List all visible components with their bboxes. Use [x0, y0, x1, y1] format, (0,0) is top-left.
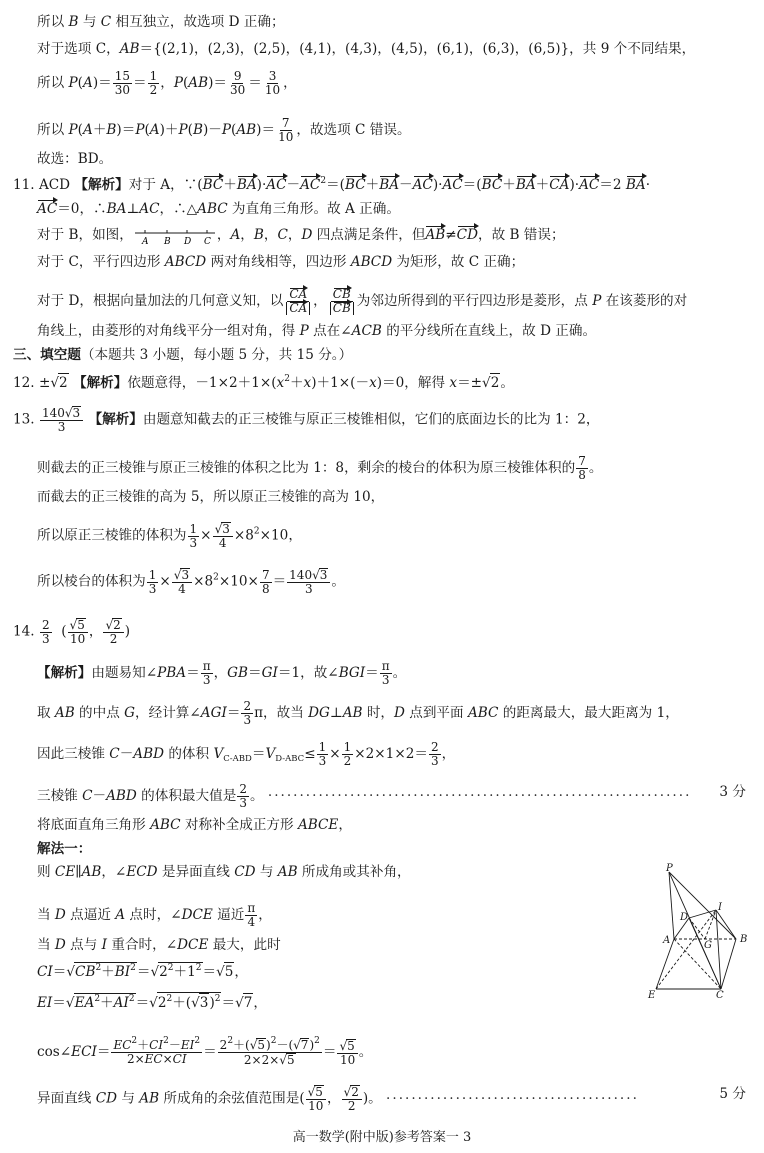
- svg-text:D: D: [183, 236, 192, 245]
- q14-line-k: $CI=√CB^2+BI^2=√2^2+1^2=√5$，: [37, 963, 249, 980]
- q11-line-d: 对于 C，平行四边形 ABCD 两对角线相等，四边形 ABCD 为矩形，故 C 正确；: [37, 254, 525, 270]
- q14-line-c: 取 AB 的中点 G，经计算∠AGI＝ $\frac{2}{3}$ π，故当 DG⊥AB 时，D 点到平面 ABC 的距离最大，最大距离为 1，: [37, 699, 679, 727]
- label-e: E: [648, 990, 656, 1001]
- label-i: I: [718, 902, 722, 913]
- method-one-heading: 解法一：: [37, 841, 92, 857]
- line-option-c-set: 对于选项 C，AB＝{(2,1)，(2,3)，(2,5)，(4,1)，(4,3)，(4,5)，(6,1)，(6,3)，(6,5)}，共 9 个不同结果，: [37, 41, 696, 57]
- edge-pb: [669, 872, 736, 939]
- score-5: 5 分: [719, 1086, 746, 1102]
- label-b: B: [740, 934, 748, 945]
- label-g: G: [704, 940, 712, 951]
- label-c: C: [716, 990, 724, 1001]
- edge-di: [689, 910, 716, 918]
- line-probabilities: 所以 P(A)＝ $\frac{15}{30}$ ＝ $\frac{1}{2}$ ，P(AB)＝ $\frac{9}{30}$ ＝ $\frac{3}{10}$ ，: [37, 69, 297, 97]
- edge-ea: [656, 939, 674, 989]
- q11-line-e: 对于 D，根据向量加法的几何意义知，以 $\frac{CA}{CA}$ ， $\frac{CB}{CB}$ 为邻边所得到的平行四边形是菱形，点 P 在该菱形的对: [37, 287, 688, 315]
- q13-line-a: 13. $\frac{140√3}{3}$ 【解析】由题意知截去的正三棱锥与原正三棱锥相似，它们的底面边长的比为 1：2，: [13, 406, 600, 434]
- edge-cb: [721, 939, 736, 989]
- score-3: 3 分: [719, 784, 746, 800]
- edge-dc: [689, 918, 721, 989]
- label-a: A: [663, 935, 671, 946]
- q11-line-c: 对于 B，如图， A B D C ，A，B，C，D 四点满足条件，但AB≠CD，故 B 错误；: [37, 227, 565, 245]
- q14-line-d: 因此三棱锥 C－ABD 的体积 $V_{C-ABD}=V_{D-ABC}\le$ $\frac{1}{3}$ × $\frac{1}{2}$ ×2×1×2＝ $\frac{2}{3}$ ，: [37, 740, 456, 768]
- edge-gi-dashed: [705, 910, 716, 939]
- page-footer: 高一数学(附中版)参考答案一 3: [292, 1130, 472, 1145]
- q14-line-i: 当 D 点逼近 A 点时，∠DCE 逼近 $\frac{\pi}{4}$ ，: [37, 901, 272, 929]
- q13-line-d: 所以原正三棱锥的体积为 $\frac{1}{3}$ × $\frac{√3}{4}$ $\times 8^2\times 10$，: [37, 521, 302, 550]
- q14-line-l: $EI=√EA^2+AI^2=√2^2+(√3)^2=√7$，: [37, 994, 267, 1011]
- q14-line-j: 当 D 点与 I 重合时，∠DCE 最大，此时: [37, 937, 281, 953]
- q13-line-e: 所以棱台的体积为 $\frac{1}{3}$ × $\frac{√3}{4}$ $\times 8^2\times 10\times$ $\frac{7}{8}$ ＝ $\frac{140√3}{3}$ 。: [37, 567, 345, 596]
- svg-text:B: B: [163, 236, 171, 245]
- svg-text:C: C: [203, 236, 211, 245]
- q11-line-a: 11. ACD 【解析】对于 A，$\because(BC+BA)\cdot AC-AC^2=(BC+BA-AC)\cdot AC=(BC+BA+CA)\cdot AC=2$ BA·: [13, 176, 651, 193]
- svg-text:A: A: [141, 236, 149, 245]
- label-p: P: [666, 863, 673, 874]
- q12-line: 12. ±√2 【解析】依题意得，$-1\times 2+1\times(x^2+x)+1\times(-x)=0$，解得 x＝±√2。: [13, 374, 514, 391]
- line-union-probability: 所以 P(A＋B)＝P(A)＋P(B)－P(AB)＝ $\frac{7}{10}$ ，故选项 C 错误。: [37, 116, 411, 144]
- edge-ac-dashed: [674, 939, 721, 989]
- line-b-c-independent: 所以 B 与 C 相互独立，故选项 D 正确；: [37, 14, 285, 30]
- q14-line-m: cos∠ECI＝ $\frac{EC^2+CI^2-EI^2}{2\times EC\times CI}$ ＝ $\frac{2^2+(√5)^2-(√7)^2}{2\times 2\times√5}$ ＝ $\frac{√5}{10}$ 。: [37, 1036, 373, 1067]
- edge-ib: [716, 910, 736, 939]
- q13-line-c: 而截去的正三棱锥的高为 5，所以原正三棱锥的高为 10，: [37, 489, 385, 505]
- line-choose-bd: 故选：BD。: [37, 151, 113, 167]
- q13-line-b: 则截去的正三棱锥与原正三棱锥的体积之比为 1：8，剩余的棱台的体积为原三棱锥体积的 $\frac{7}{8}$ 。: [37, 454, 603, 482]
- q14-line-n: 异面直线 CD 与 AB 所成角的余弦值范围是( $\frac{√5}{10}$ ， $\frac{√2}{2}$ )。 ········································: [37, 1085, 639, 1113]
- q11-line-f: 角线上，由菱形的对角线平分一组对角，得 P 点在∠ACB 的平分线所在直线上，故 D 正确。: [37, 323, 597, 339]
- q11-line-b: AC＝0，∴BA⊥AC，∴△ABC 为直角三角形。故 A 正确。: [37, 201, 400, 217]
- q14-line-a: 14. $\frac{2}{3}$ ( $\frac{√5}{10}$ ， $\frac{√2}{2}$ ): [13, 617, 131, 646]
- label-d: D: [680, 912, 689, 923]
- pyramid-figure: [646, 862, 754, 1002]
- q14-line-e: 三棱锥 C－ABD 的体积最大值是 $\frac{2}{3}$ 。 ···································································: [37, 782, 692, 810]
- q14-line-h: 则 CE∥AB，∠ECD 是异面直线 CD 与 AB 所成角或其补角，: [37, 864, 411, 880]
- q14-line-f: 将底面直角三角形 ABC 对称补全成正方形 ABCE，: [37, 817, 352, 833]
- q14-line-b: 【解析】由题易知∠PBA＝ $\frac{\pi}{3}$ ，GB＝GI＝1，故∠BGI＝ $\frac{\pi}{3}$ 。: [37, 659, 407, 687]
- section-3-heading: 三、填空题（本题共 3 小题，每小题 5 分，共 15 分。）: [13, 347, 353, 363]
- collinear-points-figure: [133, 227, 217, 245]
